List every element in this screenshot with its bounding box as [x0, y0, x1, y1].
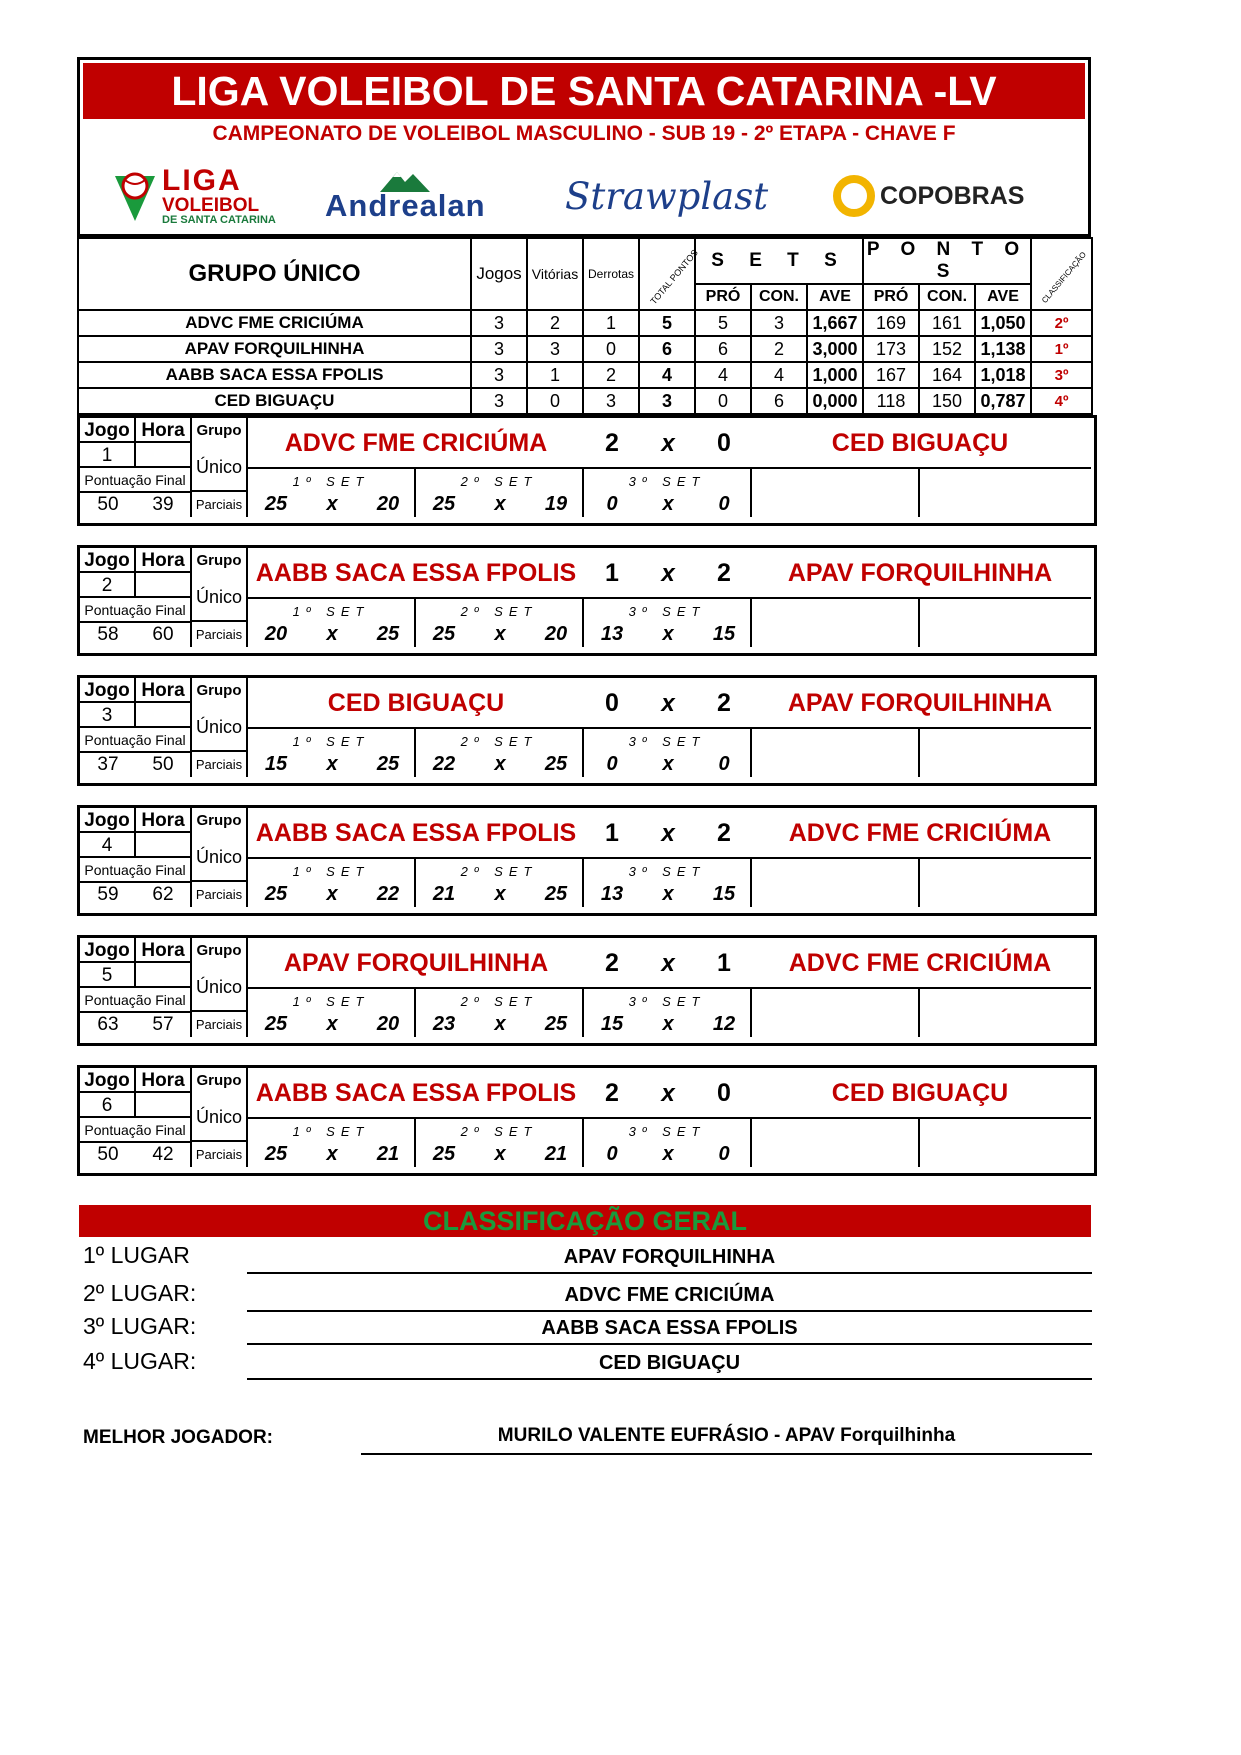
- game-card: [77, 545, 1097, 656]
- set-label-3: 3º SET: [584, 729, 752, 754]
- standings-header-row: [78, 238, 1092, 284]
- set1-x: x: [326, 883, 338, 905]
- standings-cell-jogos: 3: [471, 388, 527, 414]
- parciais-label: Parciais: [192, 1142, 248, 1167]
- standings-row: [78, 362, 1092, 388]
- team-b-name: ADVC FME CRICIÚMA: [788, 819, 1052, 847]
- standings-cell-vit: 3: [527, 336, 583, 362]
- liga-logo-line1: LIGA: [162, 164, 242, 197]
- standings-cell-pa: 0,787: [975, 388, 1031, 414]
- sets-pro-header: PRÓ: [695, 284, 751, 310]
- standings-cell-pp: 173: [863, 336, 919, 362]
- jogo-label: Jogo: [80, 548, 136, 573]
- grupo-value: Único: [192, 573, 248, 622]
- sets-won-a: 2: [605, 1079, 619, 1107]
- sets-won-a: 1: [605, 819, 619, 847]
- strawplast-logo: [565, 160, 768, 232]
- set2-x: x: [494, 883, 506, 905]
- col-total-pontos-label: TOTAL PONTOS: [648, 247, 700, 306]
- set1-x: x: [326, 1143, 338, 1165]
- set2-x: x: [494, 623, 506, 645]
- standings-cell-vit: 2: [527, 310, 583, 336]
- standings-cell-cls: 3º: [1031, 362, 1092, 388]
- team-b-name: CED BIGUAÇU: [831, 1079, 1009, 1107]
- set2-score-b: 25: [544, 753, 568, 775]
- game-card: [77, 1065, 1097, 1176]
- standings-cell-sc: 2: [751, 336, 807, 362]
- versus-x: x: [661, 950, 675, 977]
- standings-cell-sp: 4: [695, 362, 751, 388]
- set3-score-b: 15: [712, 883, 736, 905]
- hora-label: Hora: [136, 938, 192, 963]
- points-b: 39: [136, 493, 192, 517]
- set1-score-a: 15: [264, 753, 288, 775]
- empty-cell-1: [752, 859, 920, 907]
- points-b: 62: [136, 883, 192, 907]
- game-number: 4: [80, 833, 136, 858]
- league-title: LIGA VOLEIBOL DE SANTA CATARINA -LV: [83, 63, 1085, 119]
- empty-cell-1: [752, 599, 920, 647]
- standings-cell-vit: 1: [527, 362, 583, 388]
- grupo-value: Único: [192, 703, 248, 752]
- standings-cell-pc: 152: [919, 336, 975, 362]
- set3-x: x: [662, 1143, 674, 1165]
- standings-row: [78, 388, 1092, 414]
- grupo-label: Grupo: [192, 938, 248, 963]
- standings-cell-der: 3: [583, 388, 639, 414]
- set1-score-a: 25: [264, 493, 288, 515]
- set-label-2: 2º SET: [416, 599, 584, 624]
- standings-cell-team: ADVC FME CRICIÚMA: [78, 310, 471, 336]
- points-b: 60: [136, 623, 192, 647]
- empty-cell-1: [752, 989, 920, 1037]
- standings-cell-der: 0: [583, 336, 639, 362]
- jogo-label: Jogo: [80, 938, 136, 963]
- pontuacao-final-label: Pontuação Final: [80, 468, 192, 493]
- empty-cell-2: [920, 469, 1091, 517]
- set1-score-b: 20: [376, 1013, 400, 1035]
- set2-score-b: 20: [544, 623, 568, 645]
- place-team: APAV FORQUILHINHA: [247, 1244, 1092, 1274]
- set1-score-b: 25: [376, 753, 400, 775]
- standings-cell-der: 1: [583, 310, 639, 336]
- jogo-label: Jogo: [80, 1068, 136, 1093]
- game-hour: [136, 573, 192, 598]
- empty-cell-1: [752, 1119, 920, 1167]
- set3-score-b: 12: [712, 1013, 736, 1035]
- set-label-1: 1º SET: [248, 1119, 416, 1144]
- empty-cell-2: [920, 989, 1091, 1037]
- grupo-value: Único: [192, 1093, 248, 1142]
- copobras-ring-icon: [832, 174, 876, 218]
- empty-cell-2: [920, 729, 1091, 777]
- standings-cell-sa: 0,000: [807, 388, 863, 414]
- standings-cell-jogos: 3: [471, 310, 527, 336]
- game-hour: [136, 443, 192, 468]
- set3-score-a: 15: [600, 1013, 624, 1035]
- game-number: 1: [80, 443, 136, 468]
- set-label-2: 2º SET: [416, 989, 584, 1014]
- set-label-1: 1º SET: [248, 859, 416, 884]
- standings-cell-pa: 1,018: [975, 362, 1031, 388]
- col-derrotas: Derrotas: [583, 238, 639, 310]
- pontuacao-final-label: Pontuação Final: [80, 1118, 192, 1143]
- set-label-3: 3º SET: [584, 989, 752, 1014]
- standings-cell-sa: 3,000: [807, 336, 863, 362]
- points-a: 50: [97, 494, 119, 515]
- parciais-label: Parciais: [192, 882, 248, 907]
- set-label-3: 3º SET: [584, 859, 752, 884]
- standings-row: [78, 336, 1092, 362]
- sets-won-b: 2: [717, 819, 731, 847]
- col-vitorias: Vitórias: [527, 238, 583, 310]
- set-label-2: 2º SET: [416, 469, 584, 494]
- place-label: 2º LUGAR:: [83, 1280, 197, 1306]
- standings-cell-total: 3: [639, 388, 695, 414]
- standings-cell-pa: 1,138: [975, 336, 1031, 362]
- standings-cell-sp: 6: [695, 336, 751, 362]
- points-a: 50: [97, 1144, 119, 1165]
- grupo-label: Grupo: [192, 1068, 248, 1093]
- standings-cell-pa: 1,050: [975, 310, 1031, 336]
- set3-score-a: 0: [606, 493, 618, 515]
- sets-won-b: 0: [717, 429, 731, 457]
- game-hour: [136, 833, 192, 858]
- set1-score-a: 20: [264, 623, 288, 645]
- standings-cell-sc: 3: [751, 310, 807, 336]
- standings-table: [77, 237, 1093, 415]
- versus-x: x: [661, 820, 675, 847]
- standings-cell-total: 5: [639, 310, 695, 336]
- standings-cell-pp: 118: [863, 388, 919, 414]
- standings-cell-total: 4: [639, 362, 695, 388]
- set3-x: x: [662, 623, 674, 645]
- game-hour: [136, 963, 192, 988]
- set1-x: x: [326, 623, 338, 645]
- game-card: [77, 415, 1097, 526]
- grupo-label: Grupo: [192, 808, 248, 833]
- set3-score-b: 0: [718, 753, 730, 775]
- points-a: 63: [97, 1014, 119, 1035]
- game-number: 2: [80, 573, 136, 598]
- set-label-1: 1º SET: [248, 989, 416, 1014]
- standings-cell-pc: 164: [919, 362, 975, 388]
- set2-score-a: 25: [432, 623, 456, 645]
- points-a: 59: [97, 884, 119, 905]
- volleyball-icon: [110, 166, 160, 226]
- set2-x: x: [494, 1143, 506, 1165]
- set1-score-a: 25: [264, 1013, 288, 1035]
- empty-cell-2: [920, 1119, 1091, 1167]
- points-b: 57: [136, 1013, 192, 1037]
- strawplast-name: Strawplast: [565, 174, 769, 218]
- jogo-label: Jogo: [80, 808, 136, 833]
- parciais-label: Parciais: [192, 492, 248, 517]
- set2-score-b: 25: [544, 883, 568, 905]
- andrealan-name: Andrealan: [325, 188, 486, 223]
- set3-score-b: 0: [718, 1143, 730, 1165]
- standings-cell-pc: 161: [919, 310, 975, 336]
- empty-cell-1: [752, 729, 920, 777]
- standings-cell-sp: 0: [695, 388, 751, 414]
- sets-won-a: 0: [605, 689, 619, 717]
- sets-won-b: 2: [717, 689, 731, 717]
- hora-label: Hora: [136, 678, 192, 703]
- set3-x: x: [662, 753, 674, 775]
- pontuacao-final-label: Pontuação Final: [80, 988, 192, 1013]
- sets-won-b: 1: [717, 949, 731, 977]
- game-hour: [136, 1093, 192, 1118]
- place-team: AABB SACA ESSA FPOLIS: [247, 1315, 1092, 1345]
- place-team: CED BIGUAÇU: [247, 1350, 1092, 1380]
- parciais-label: Parciais: [192, 752, 248, 777]
- standings-cell-jogos: 3: [471, 336, 527, 362]
- set1-score-b: 25: [376, 623, 400, 645]
- points-b: 42: [136, 1143, 192, 1167]
- set2-score-a: 22: [432, 753, 456, 775]
- group-title: GRUPO ÚNICO: [78, 238, 471, 310]
- team-b-name: APAV FORQUILHINHA: [787, 559, 1053, 587]
- hora-label: Hora: [136, 548, 192, 573]
- pontos-pro-header: PRÓ: [863, 284, 919, 310]
- standings-cell-cls: 2º: [1031, 310, 1092, 336]
- best-player-name: MURILO VALENTE EUFRÁSIO - APAV Forquilhinha: [361, 1425, 1092, 1455]
- copobras-name: COPOBRAS: [880, 181, 1025, 210]
- game-card: [77, 935, 1097, 1046]
- set2-score-b: 25: [544, 1013, 568, 1035]
- sets-won-b: 0: [717, 1079, 731, 1107]
- team-a-name: APAV FORQUILHINHA: [283, 949, 549, 977]
- sets-con-header: CON.: [751, 284, 807, 310]
- set2-score-a: 25: [432, 1143, 456, 1165]
- points-a: 58: [97, 624, 119, 645]
- sets-won-a: 2: [605, 429, 619, 457]
- set2-x: x: [494, 753, 506, 775]
- best-player-label: MELHOR JOGADOR:: [83, 1427, 273, 1448]
- col-jogos: Jogos: [471, 238, 527, 310]
- parciais-label: Parciais: [192, 1012, 248, 1037]
- set-label-1: 1º SET: [248, 469, 416, 494]
- hora-label: Hora: [136, 808, 192, 833]
- set1-x: x: [326, 493, 338, 515]
- set-label-1: 1º SET: [248, 729, 416, 754]
- standings-cell-total: 6: [639, 336, 695, 362]
- standings-cell-cls: 4º: [1031, 388, 1092, 414]
- set3-score-a: 0: [606, 1143, 618, 1165]
- set3-score-b: 0: [718, 493, 730, 515]
- team-b-name: CED BIGUAÇU: [831, 429, 1009, 457]
- grupo-value: Único: [192, 443, 248, 492]
- grupo-value: Único: [192, 963, 248, 1012]
- standings-row: [78, 310, 1092, 336]
- sets-header: S E T S: [695, 238, 863, 284]
- copobras-logo: [832, 160, 1024, 232]
- pontos-ave-header: AVE: [975, 284, 1031, 310]
- grupo-value: Único: [192, 833, 248, 882]
- hora-label: Hora: [136, 1068, 192, 1093]
- set1-x: x: [326, 1013, 338, 1035]
- pontuacao-final-label: Pontuação Final: [80, 728, 192, 753]
- empty-cell-1: [752, 469, 920, 517]
- set1-score-a: 25: [264, 1143, 288, 1165]
- classification-title: CLASSIFICAÇÃO GERAL: [79, 1205, 1091, 1237]
- team-a-name: ADVC FME CRICIÚMA: [284, 429, 548, 457]
- team-a-name: AABB SACA ESSA FPOLIS: [255, 559, 577, 587]
- set-label-2: 2º SET: [416, 729, 584, 754]
- parciais-label: Parciais: [192, 622, 248, 647]
- set2-score-a: 25: [432, 493, 456, 515]
- team-a-name: AABB SACA ESSA FPOLIS: [255, 1079, 577, 1107]
- pontuacao-final-label: Pontuação Final: [80, 598, 192, 623]
- liga-logo-line3: DE SANTA CATARINA: [162, 214, 276, 226]
- col-classificacao: [1031, 238, 1092, 310]
- points-b: 50: [136, 753, 192, 777]
- place-label: 1º LUGAR: [83, 1242, 190, 1268]
- pontos-con-header: CON.: [919, 284, 975, 310]
- standings-cell-pc: 150: [919, 388, 975, 414]
- standings-cell-sc: 4: [751, 362, 807, 388]
- game-number: 6: [80, 1093, 136, 1118]
- set-label-3: 3º SET: [584, 599, 752, 624]
- sets-won-b: 2: [717, 559, 731, 587]
- set3-score-b: 15: [712, 623, 736, 645]
- standings-cell-sp: 5: [695, 310, 751, 336]
- set2-score-b: 19: [544, 493, 568, 515]
- set-label-2: 2º SET: [416, 859, 584, 884]
- set2-x: x: [494, 493, 506, 515]
- header-box: [77, 57, 1091, 237]
- grupo-label: Grupo: [192, 548, 248, 573]
- set1-score-b: 20: [376, 493, 400, 515]
- team-b-name: ADVC FME CRICIÚMA: [788, 949, 1052, 977]
- standings-cell-team: AABB SACA ESSA FPOLIS: [78, 362, 471, 388]
- col-classificacao-label: CLASSIFICAÇÃO: [1040, 249, 1089, 305]
- standings-cell-der: 2: [583, 362, 639, 388]
- set1-score-b: 22: [376, 883, 400, 905]
- set-label-3: 3º SET: [584, 1119, 752, 1144]
- team-a-name: AABB SACA ESSA FPOLIS: [255, 819, 577, 847]
- set3-score-a: 13: [600, 623, 624, 645]
- standings-cell-cls: 1º: [1031, 336, 1092, 362]
- grupo-label: Grupo: [192, 678, 248, 703]
- place-label: 4º LUGAR:: [83, 1348, 197, 1374]
- set3-score-a: 13: [600, 883, 624, 905]
- game-number: 3: [80, 703, 136, 728]
- standings-cell-sa: 1,667: [807, 310, 863, 336]
- jogo-label: Jogo: [80, 418, 136, 443]
- versus-x: x: [661, 560, 675, 587]
- andrealan-logo: [325, 160, 486, 232]
- set2-score-a: 23: [432, 1013, 456, 1035]
- points-a: 37: [97, 754, 119, 775]
- set-label-1: 1º SET: [248, 599, 416, 624]
- standings-cell-vit: 0: [527, 388, 583, 414]
- grupo-label: Grupo: [192, 418, 248, 443]
- liga-logo-line2: VOLEIBOL: [162, 195, 260, 216]
- col-total-pontos: [639, 238, 700, 310]
- standings-cell-team: CED BIGUAÇU: [78, 388, 471, 414]
- game-hour: [136, 703, 192, 728]
- pontos-header: P O N T O S: [863, 238, 1031, 284]
- standings-cell-sc: 6: [751, 388, 807, 414]
- versus-x: x: [661, 1080, 675, 1107]
- empty-cell-2: [920, 859, 1091, 907]
- pontuacao-final-label: Pontuação Final: [80, 858, 192, 883]
- standings-cell-team: APAV FORQUILHINHA: [78, 336, 471, 362]
- team-b-name: APAV FORQUILHINHA: [787, 689, 1053, 717]
- set2-score-a: 21: [432, 883, 456, 905]
- versus-x: x: [661, 430, 675, 457]
- place-label: 3º LUGAR:: [83, 1313, 197, 1339]
- team-a-name: CED BIGUAÇU: [327, 689, 505, 717]
- standings-cell-pp: 167: [863, 362, 919, 388]
- set2-score-b: 21: [544, 1143, 568, 1165]
- hora-label: Hora: [136, 418, 192, 443]
- versus-x: x: [661, 690, 675, 717]
- set3-x: x: [662, 1013, 674, 1035]
- set3-score-a: 0: [606, 753, 618, 775]
- set1-score-a: 25: [264, 883, 288, 905]
- set2-x: x: [494, 1013, 506, 1035]
- championship-subtitle: CAMPEONATO DE VOLEIBOL MASCULINO - SUB 19 - 2º ETAPA - CHAVE F: [212, 122, 956, 145]
- set-label-2: 2º SET: [416, 1119, 584, 1144]
- place-team: ADVC FME CRICIÚMA: [247, 1282, 1092, 1312]
- set1-score-b: 21: [376, 1143, 400, 1165]
- liga-logo: [110, 160, 276, 232]
- jogo-label: Jogo: [80, 678, 136, 703]
- set3-x: x: [662, 883, 674, 905]
- standings-cell-pp: 169: [863, 310, 919, 336]
- game-card: [77, 675, 1097, 786]
- set1-x: x: [326, 753, 338, 775]
- standings-cell-sa: 1,000: [807, 362, 863, 388]
- set-label-3: 3º SET: [584, 469, 752, 494]
- sets-won-a: 1: [605, 559, 619, 587]
- sets-won-a: 2: [605, 949, 619, 977]
- empty-cell-2: [920, 599, 1091, 647]
- set3-x: x: [662, 493, 674, 515]
- standings-cell-jogos: 3: [471, 362, 527, 388]
- sets-ave-header: AVE: [807, 284, 863, 310]
- game-number: 5: [80, 963, 136, 988]
- game-card: [77, 805, 1097, 916]
